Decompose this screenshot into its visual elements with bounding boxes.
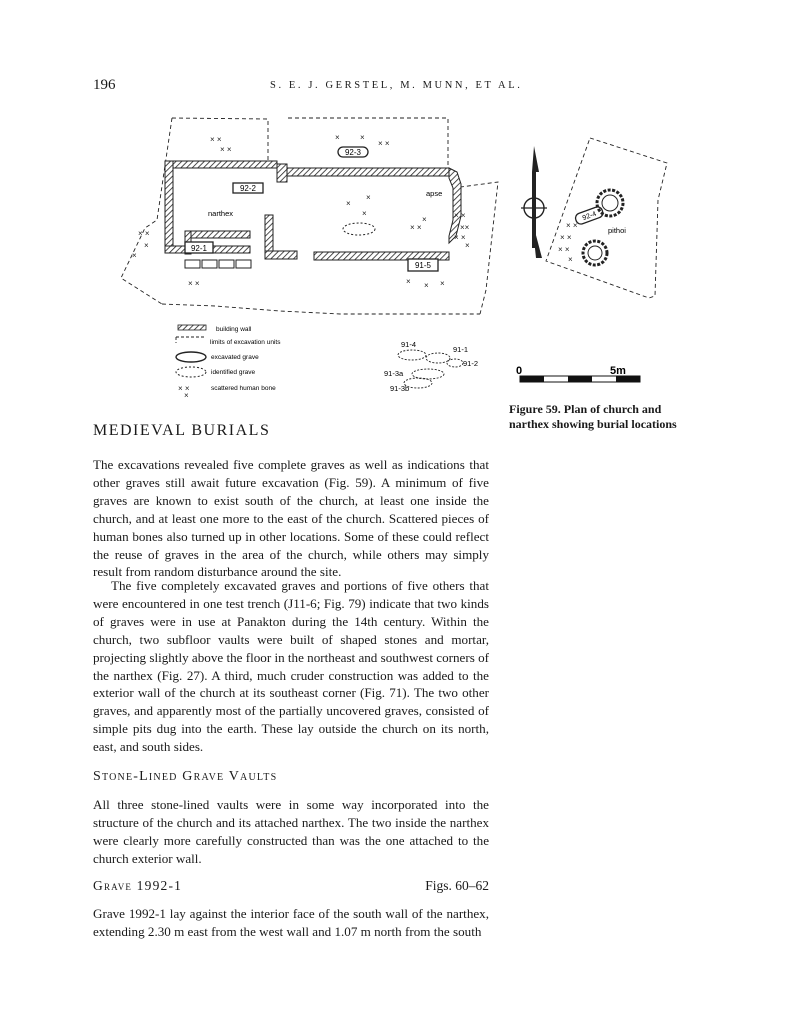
grave-figs: Figs. 60–62 [425,878,489,893]
svg-text:×: × [362,209,367,218]
svg-text:×: × [132,251,137,260]
svg-text:× ×: × × [138,229,150,238]
grave-heading [93,878,489,894]
svg-text:× ×: × × [560,233,572,242]
svg-text:× ×: × × [210,135,222,144]
paragraph-2: The five completely excavated graves and portions of five others that were encountered in one test trench (J11-6; Fig. 79) indicate that two kinds of graves were in use at Panakton during the 14th century. Within the church, two subfloor vaults were built of shaped stones and mortar, projecting slightly above the floor in the northeast and southwest corners of the narthex (Fig. 27). A third, much cruder construction was added to the exterior wall of the church at its southeast corner (Fig. 71). The two other graves, and apparently most of the partially uncovered graves, consisted of simple pits dug into the earth. These lay outside the church on its north, east, and south sides. [93,578,489,755]
svg-text:×: × [422,215,427,224]
figure-caption: Figure 59. Plan of church and narthex showing burial locations [509,402,677,431]
paragraph-3: All three stone-lined vaults were in some way incorporated into the structure of the church and its attached narthex. The two inside the narthex were clearly more carefully constructed than was the one attached to the church exterior wall. [93,797,489,866]
cluster-91-2: 91-2 [463,359,479,368]
label-narthex: narthex [208,209,234,218]
svg-text:×: × [424,281,429,290]
svg-text:×: × [360,133,365,142]
svg-text:×: × [406,277,411,286]
subsection-title [93,769,277,785]
svg-text:××: ×× [460,223,470,232]
svg-text:×: × [366,193,371,202]
cluster-91-3b: 91-3b [390,384,410,393]
grave-title: Grave 1992-1 [93,878,183,893]
svg-text:× ×: × × [454,233,466,242]
legend-identified: identified grave [211,369,256,376]
svg-text:× ×: × × [558,245,570,254]
svg-text:×: × [346,199,351,208]
cluster-91-1: 91-1 [453,345,469,354]
svg-text:× ×: × × [188,279,200,288]
cluster-91-4: 91-4 [401,340,417,349]
legend-limits: limits of excavation units [210,339,281,346]
subsection-title-text: Stone-Lined Grave Vaults [93,769,278,784]
svg-text:×: × [335,133,340,142]
label-pithoi: pithoi [608,226,626,235]
label-92-1: 92-1 [190,244,208,253]
svg-text:× ×: × × [378,139,390,148]
cluster-91-3a: 91-3a [384,369,404,378]
foundation-stones [185,260,251,268]
svg-text:× ×: × × [566,221,578,230]
grave-cluster-inset [398,350,463,388]
label-92-2: 92-2 [239,184,257,193]
legend [176,325,281,400]
identified-grave-church [343,223,375,235]
paragraph-4: Grave 1992-1 lay against the interior face of the south wall of the narthex, extending 2.30 m east from the west wall and 1.07 m north from the south [93,906,489,939]
church-plan-figure [110,108,670,420]
label-91-5: 91-5 [414,261,432,270]
label-92-3: 92-3 [344,148,362,157]
svg-text:× ×: × × [178,384,190,393]
svg-text:×: × [465,241,470,250]
legend-excavated: excavated grave [211,354,259,361]
legend-wall: building wall [216,326,252,333]
svg-text:×: × [568,255,573,264]
svg-text:×: × [184,391,189,400]
svg-text:× ×: × × [454,211,466,220]
svg-text:× ×: × × [220,145,232,154]
label-apse: apse [426,189,443,198]
scale-zero: 0 [516,365,523,377]
svg-text:×: × [440,279,445,288]
legend-bone: scattered human bone [211,385,276,392]
section-title: MEDIEVAL BURIALS [93,422,271,439]
label-92-4: 92-4 [581,210,598,223]
running-header: S. E. J. GERSTEL, M. MUNN, ET AL. [270,80,523,91]
svg-text:×: × [144,241,149,250]
svg-text:× ×: × × [410,223,422,232]
north-arrow-icon [521,146,547,258]
scale-max: 5m [610,365,626,377]
page-number: 196 [93,77,116,93]
paragraph-1: The excavations revealed five complete graves as well as indications that other graves still await future excavation (Fig. 59). A minimum of five graves are known to exist south of the church, at least one inside the church, and at least one more to the east of the church. Scattered pieces of human bones also turned up in other locations. Some of these could reflect the reuse of graves in the area of the church, while others may simply result from random disturbance around the site. [93,457,489,580]
